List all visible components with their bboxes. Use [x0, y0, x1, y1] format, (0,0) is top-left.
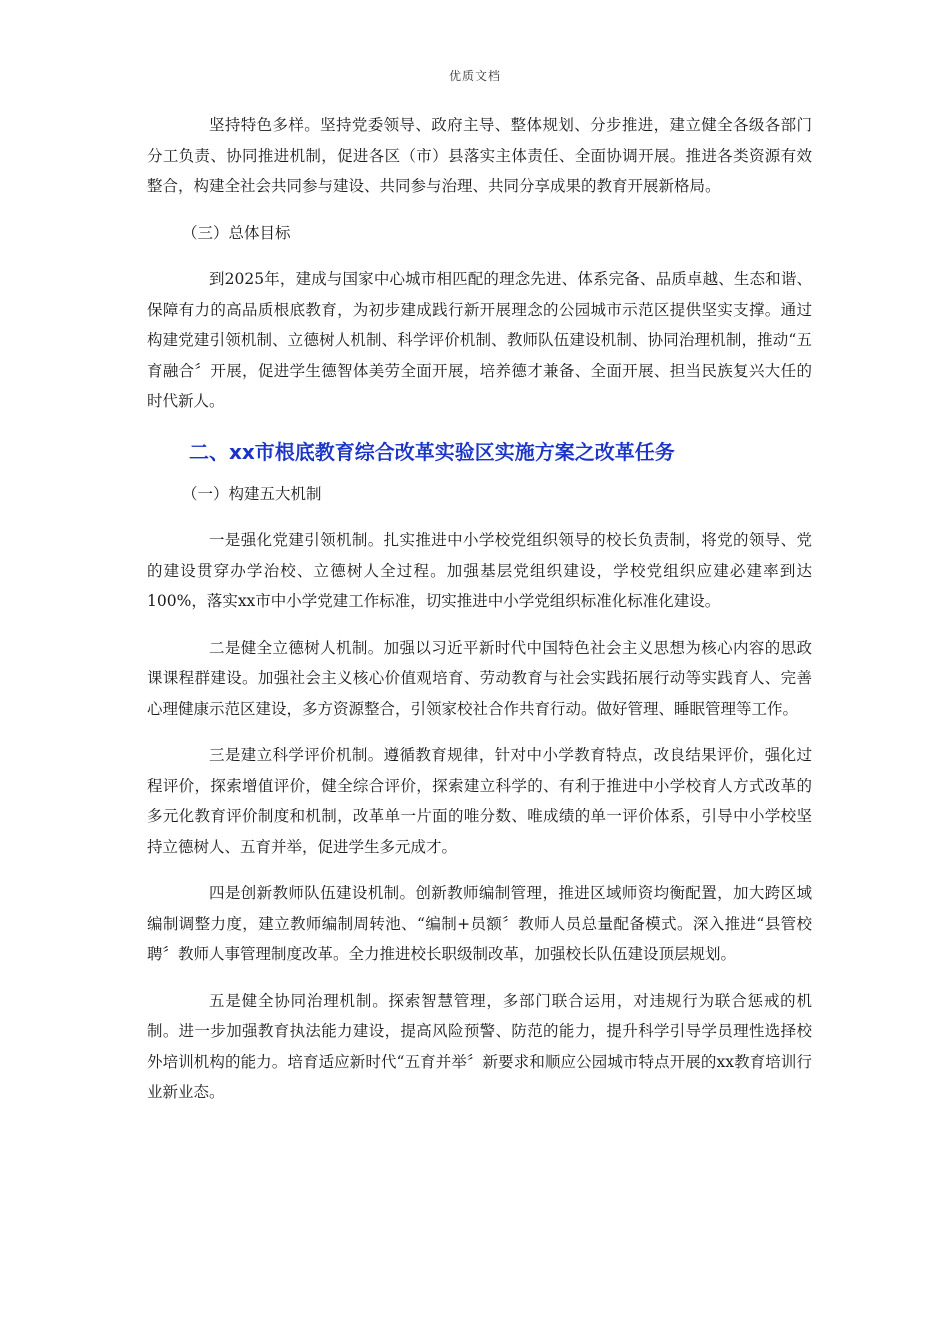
- section-title: 二、xx市根底教育综合改革实验区实施方案之改革任务: [189, 439, 675, 464]
- paragraph-mechanism-4: 四是创新教师队伍建设机制。创新教师编制管理，推进区域师资均衡配置，加大跨区域编制调整力度，建立教师编制周转池、“编制+员额〞教师人员总量配备模式。深入推进“县管校聘〞教师人事管理制度改革。全力推进校长职级制改革，加强校长队伍建设顶层规划。: [147, 884, 812, 963]
- paragraph-mechanism-2: 二是健全立德树人机制。加强以习近平新时代中国特色社会主义思想为核心内容的思政课课程群建设。加强社会主义核心价值观培育、劳动教育与社会实践拓展行动等实践育人、完善心理健康示范区建设，多方资源整合，引领家校社合作共育行动。做好管理、睡眠管理等工作。: [147, 638, 812, 718]
- page-header: 优质文档: [448, 69, 501, 83]
- paragraph-mechanism-3: 三是建立科学评价机制。遵循教育规律，针对中小学教育特点，改良结果评价，强化过程评价，探索增值评价，健全综合评价，探索建立科学的、有利于推进中小学校育人方式改革的多元化教育评价制度和机制，改革单一片面的唯分数、唯成绩的单一评价体系，引导中小学校坚持立德树人、五育并举，促进学生多元成才。: [147, 746, 812, 856]
- paragraph-goal: 到2025年，建成与国家中心城市相匹配的理念先进、体系完备、品质卓越、生态和谐、保障有力的高品质根底教育，为初步建成践行新开展理念的公园城市示范区提供坚实支撑。通过构建党建引领机制、立德树人机制、科学评价机制、教师队伍建设机制、协同治理机制，推动“五育融合〞开展，促进学生德智体美劳全面开展，培养德才兼备、全面开展、担当民族复兴大任的时代新人。: [147, 270, 812, 410]
- paragraph-mechanism-5: 五是健全协同治理机制。探索智慧管理，多部门联合运用，对违规行为联合惩戒的机制。进一步加强教育执法能力建设，提高风险预警、防范的能力，提升科学引导学员理性选择校外培训机构的能力。培育适应新时代“五育并举〞新要求和顺应公园城市特点开展的xx教育培训行业新业态。: [147, 991, 812, 1101]
- paragraph-mechanism-1: 一是强化党建引领机制。扎实推进中小学校党组织领导的校长负责制，将党的领导、党的建设贯穿办学治校、立德树人全过程。加强基层党组织建设，学校党组织应建必建率到达100%，落实xx市中小学党建工作标准，切实推进中小学党组织标准化标准化建设。: [147, 531, 812, 610]
- subhead-five-mechanisms: （一）构建五大机制: [182, 484, 322, 503]
- subhead-overall-goal: （三）总体目标: [182, 223, 291, 242]
- document-body: [147, 110, 812, 1124]
- paragraph-diversity: 坚持特色多样。坚持党委领导、政府主导、整体规划、分步推进，建立健全各级各部门分工负责、协同推进机制，促进各区（市）县落实主体责任、全面协调开展。推进各类资源有效整合，构建全社会共同参与建设、共同参与治理、共同分享成果的教育开展新格局。: [147, 116, 812, 195]
